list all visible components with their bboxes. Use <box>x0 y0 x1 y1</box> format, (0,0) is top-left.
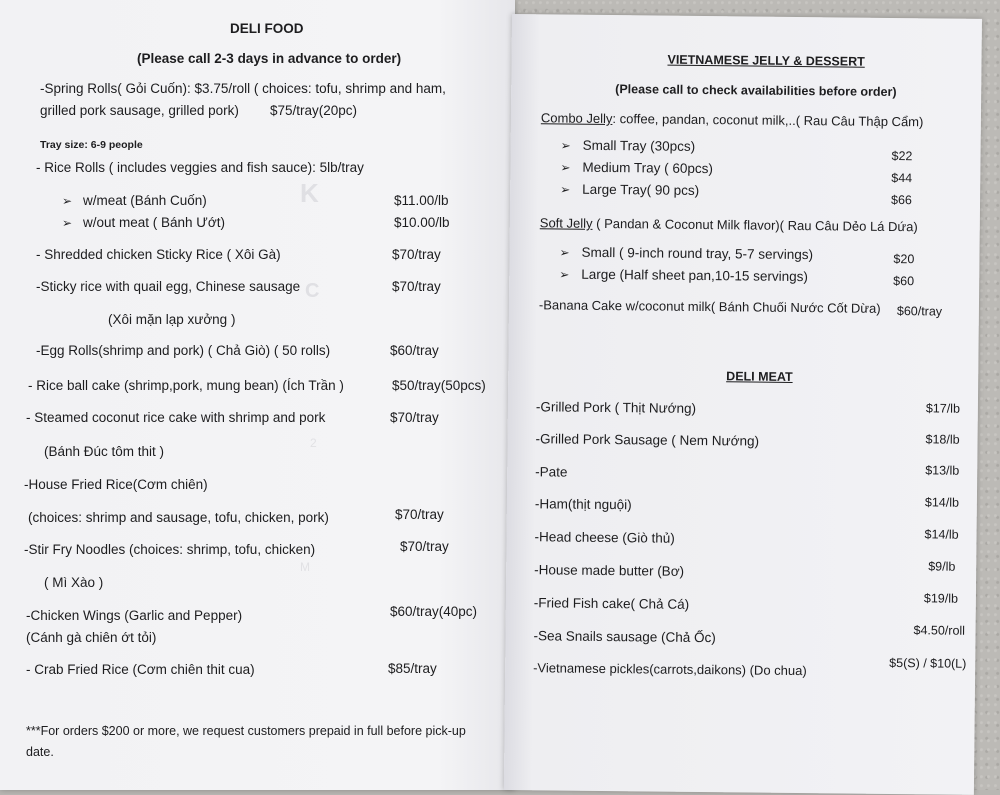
with-meat: w/meat (Bánh Cuốn) <box>83 193 207 208</box>
sticky-rice-vn: (Xôi mặn lạp xưởng ) <box>108 312 236 327</box>
egg-rolls: -Egg Rolls(shrimp and pork) ( Chả Giò) ( 50 rolls) <box>36 343 331 358</box>
deli-meat-item: -Vietnamese pickles(carrots,daikons) (Do chua) <box>533 660 807 679</box>
steamed-cake-price: $70/tray <box>390 410 439 425</box>
stir-fry-price: $70/tray <box>400 539 449 554</box>
xoi-ga-price: $70/tray <box>392 247 441 262</box>
combo-jelly-label: Combo Jelly <box>540 110 613 127</box>
egg-rolls-price: $60/tray <box>390 343 439 358</box>
spring-rolls-line2: grilled pork sausage, grilled pork) <box>40 103 239 118</box>
combo-medium-tray-price: $44 <box>891 170 913 186</box>
show-through-mark: 2 <box>310 436 317 450</box>
deli-meat-price: $9/lb <box>928 559 956 574</box>
combo-large-tray: Large Tray( 90 pcs) <box>582 181 700 198</box>
deli-meat-price: $14/lb <box>924 527 959 542</box>
tray-size-note: Tray size: 6-9 people <box>40 139 143 151</box>
deli-meat-price: $13/lb <box>925 463 960 478</box>
stir-fry-noodles: -Stir Fry Noodles (choices: shrimp, tofu, chicken) <box>24 542 316 557</box>
chicken-wings: -Chicken Wings (Garlic and Pepper) <box>26 608 243 623</box>
soft-jelly-label: Soft Jelly <box>539 215 593 231</box>
deli-meat-item: -Grilled Pork Sausage ( Nem Nướng) <box>535 431 760 449</box>
soft-jelly-desc: ( Pandan & Coconut Milk flavor)( Rau Câu Dẻo Lá Dứa) <box>592 215 918 235</box>
xoi-ga: - Shredded chicken Sticky Rice ( Xôi Gà) <box>36 247 281 262</box>
arrow-bullet-icon: ➢ <box>62 194 73 208</box>
arrow-bullet-icon: ➢ <box>560 160 571 175</box>
combo-medium-tray: Medium Tray ( 60pcs) <box>582 159 714 177</box>
fried-rice-price: $70/tray <box>395 507 444 522</box>
prepaid-footnote-line2: date. <box>26 745 54 759</box>
crab-fried-rice: - Crab Fried Rice (Cơm chiên thit cua) <box>26 662 255 677</box>
rice-ball-cake-price: $50/tray(50pcs) <box>392 378 486 393</box>
house-fried-rice: -House Fried Rice(Cơm chiên) <box>24 477 208 492</box>
dessert-title: VIETNAMESE JELLY & DESSERT <box>667 52 865 69</box>
deli-meat-item: -Sea Snails sausage (Chả Ốc) <box>533 628 716 646</box>
show-through-mark: C <box>305 280 320 302</box>
deli-food-note: (Please call 2-3 days in advance to order) <box>137 51 402 66</box>
combo-large-tray-price: $66 <box>890 192 913 208</box>
deli-meat-item: -Fried Fish cake( Chả Cá) <box>533 595 690 612</box>
soft-jelly-large-price: $60 <box>893 274 915 289</box>
soft-jelly-small-price: $20 <box>893 252 915 267</box>
arrow-bullet-icon: ➢ <box>560 138 571 153</box>
spring-rolls-price: $75/tray(20pc) <box>270 103 358 118</box>
without-meat-price: $10.00/lb <box>394 215 450 230</box>
deli-meat-price: $19/lb <box>923 591 959 606</box>
deli-meat-price: $17/lb <box>925 401 961 416</box>
combo-jelly-desc: : coffee, pandan, coconut milk,..( Rau Câu Thập Cẩm) <box>612 111 924 130</box>
deli-meat-item: -Grilled Pork ( Thịt Nướng) <box>535 399 697 416</box>
banana-cake: -Banana Cake w/coconut milk( Bánh Chuối Nước Cốt Dừa) <box>538 297 881 316</box>
deli-meat-price: $5(S) / $10(L) <box>889 655 967 671</box>
soft-jelly-small: Small ( 9-inch round tray, 5-7 servings) <box>581 244 814 263</box>
spring-rolls-line1: -Spring Rolls( Gỏi Cuốn): $3.75/roll ( choices: tofu, shrimp and ham, <box>40 81 446 96</box>
sticky-rice: -Sticky rice with quail egg, Chinese sausage <box>36 279 301 294</box>
combo-jelly <box>541 110 924 130</box>
fried-rice-choices: (choices: shrimp and sausage, tofu, chicken, pork) <box>28 510 329 525</box>
right-menu-page <box>504 14 982 795</box>
deli-meat-item: -Pate <box>535 464 568 480</box>
stir-fry-vn: ( Mì Xào ) <box>44 575 104 590</box>
combo-small-tray: Small Tray (30pcs) <box>582 137 696 154</box>
banana-cake-price: $60/tray <box>896 304 943 319</box>
with-meat-price: $11.00/lb <box>394 193 449 208</box>
deli-meat-price: $4.50/roll <box>913 623 966 638</box>
chicken-wings-price: $60/tray(40pc) <box>390 604 478 619</box>
soft-jelly-large: Large (Half sheet pan,10-15 servings) <box>581 266 808 285</box>
show-through-mark: K <box>300 178 319 208</box>
deli-meat-title: DELI MEAT <box>726 369 793 384</box>
sticky-rice-price: $70/tray <box>392 279 441 294</box>
chicken-wings-vn: (Cánh gà chiên ớt tỏi) <box>26 630 157 645</box>
without-meat: w/out meat ( Bánh Ướt) <box>83 215 225 230</box>
arrow-bullet-icon: ➢ <box>560 182 571 197</box>
dessert-note: (Please call to check availabilities before order) <box>615 82 897 100</box>
arrow-bullet-icon: ➢ <box>559 245 570 260</box>
deli-meat-price: $18/lb <box>925 432 960 447</box>
deli-meat-price: $14/lb <box>924 495 960 510</box>
deli-food-title: DELI FOOD <box>230 21 304 36</box>
rice-ball-cake: - Rice ball cake (shrimp,pork, mung bean) (Ích Trần ) <box>28 378 344 393</box>
arrow-bullet-icon: ➢ <box>62 216 73 230</box>
deli-meat-item: -Ham(thịt nguội) <box>534 496 632 513</box>
deli-meat-item: -Head cheese (Giò thủ) <box>534 529 675 546</box>
rice-rolls: - Rice Rolls ( includes veggies and fish sauce): 5lb/tray <box>36 160 364 175</box>
combo-small-tray-price: $22 <box>891 148 913 164</box>
crab-fried-rice-price: $85/tray <box>388 661 437 676</box>
deli-meat-item: -House made butter (Bơ) <box>534 562 685 579</box>
arrow-bullet-icon: ➢ <box>559 267 570 282</box>
prepaid-footnote-line1: ***For orders $200 or more, we request customers prepaid in full before pick-up <box>26 724 466 738</box>
steamed-cake-vn: (Bánh Đúc tôm thit ) <box>44 444 165 459</box>
soft-jelly <box>540 215 918 235</box>
steamed-cake: - Steamed coconut rice cake with shrimp and pork <box>26 410 326 425</box>
show-through-mark: M <box>300 560 310 574</box>
